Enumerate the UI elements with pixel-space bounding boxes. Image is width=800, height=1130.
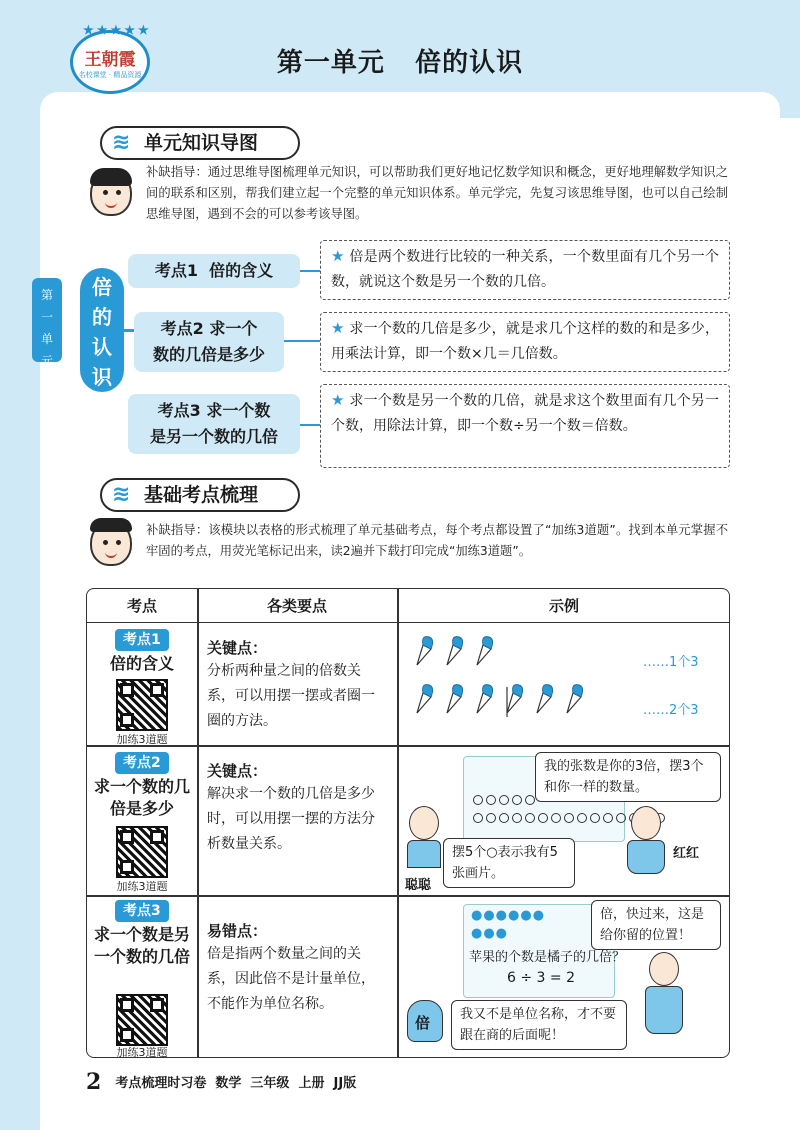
logo-text: 王朝霞 bbox=[84, 50, 136, 70]
carrot-icon bbox=[447, 685, 463, 713]
mindmap-point-3-label: 考点3 求一个数 是另一个数的几倍 bbox=[149, 401, 278, 446]
qr-label: 加练3道题 bbox=[116, 880, 168, 893]
carrot-icon bbox=[537, 685, 553, 713]
kp-name: 倍的含义 bbox=[109, 654, 174, 673]
page-number: 2 bbox=[86, 1069, 102, 1095]
points-table bbox=[86, 588, 730, 1058]
point-label: 关键点： bbox=[207, 762, 268, 780]
boy-body bbox=[407, 840, 441, 868]
table-header-cell: 各类要点 bbox=[197, 589, 397, 623]
side-tab-text: 第 一 单 元 bbox=[40, 288, 53, 368]
logo-subtitle: 名校课堂 · 精品资源 bbox=[78, 71, 142, 79]
boy-avatar-icon bbox=[90, 520, 132, 566]
mindmap-connector bbox=[284, 340, 320, 342]
monster-label: 倍 bbox=[415, 1014, 431, 1032]
qr-label: 加练3道题 bbox=[116, 1046, 168, 1058]
unit-side-tab bbox=[32, 278, 62, 368]
carrot-icon bbox=[417, 685, 433, 713]
teacher-body bbox=[645, 986, 683, 1034]
name-label: 红红 bbox=[673, 846, 700, 861]
qr-label: 加练3道题 bbox=[116, 733, 168, 746]
star-icon: ★ bbox=[331, 319, 345, 337]
points-guide-text: 补缺指导：该模块以表格的形式梳理了单元基础考点，每个考点都设置了“加练3道题”。找到本单元掌握不牢固的考点，用荧光笔标记出来，读2遍并下载打印完成“加练3道题”。 bbox=[146, 523, 728, 558]
section-header-mindmap bbox=[100, 126, 300, 160]
kp-badge: 考点1 bbox=[115, 629, 169, 651]
table-header-cell: 示例 bbox=[397, 589, 730, 623]
carrot-icon bbox=[447, 637, 463, 665]
mindmap-desc-1: ★ 倍是两个数进行比较的一种关系，一个数里面有几个另一个数，就说这个数是另一个数的几倍。 bbox=[320, 240, 730, 300]
section-title: 基础考点梳理 bbox=[144, 484, 259, 506]
kp-name: 求一个数的几倍是多少 bbox=[93, 777, 190, 818]
question-text: 苹果的个数是橘子的几倍？ bbox=[469, 950, 626, 965]
mindmap-point-3 bbox=[128, 394, 300, 454]
point-text: 分析两种量之间的倍数关系，可以用摆一摆或者圈一圈的方法。 bbox=[207, 663, 375, 729]
speech-bubble: 倍，快过来，这是给你留的位置！ bbox=[591, 900, 721, 950]
equation-text: 6 ÷ 3 = 2 bbox=[507, 970, 575, 986]
qr-code-icon[interactable] bbox=[116, 826, 168, 878]
logo-stars-icon: ★★★★★ bbox=[83, 23, 152, 37]
mindmap-connector bbox=[300, 270, 320, 272]
teacher-figure-icon bbox=[649, 952, 679, 986]
apple-row-icon: ●●●●●● bbox=[471, 908, 546, 923]
speech-bubble: 摆5个○表示我有5张画片。 bbox=[443, 838, 575, 888]
wave-icon: ≋ bbox=[112, 130, 131, 155]
girl-avatar-icon bbox=[90, 170, 132, 216]
qr-code-icon[interactable] bbox=[116, 679, 168, 731]
section-header-points bbox=[100, 478, 300, 512]
mindmap-center bbox=[80, 268, 124, 392]
wave-icon: ≋ bbox=[112, 482, 131, 507]
mindmap-desc-2: ★ 求一个数的几倍是多少，就是求几个这样的数的和是多少，用乘法计算，即一个数×几＝几倍数。 bbox=[320, 312, 730, 372]
kp-name: 求一个数是另一个数的几倍 bbox=[93, 925, 190, 966]
carrot-icon bbox=[477, 637, 493, 665]
point-text: 倍是指两个数量之间的关系，因此倍不是计量单位，不能作为单位名称。 bbox=[207, 946, 375, 1012]
carrot-icon bbox=[477, 685, 493, 713]
name-label: 聪聪 bbox=[405, 878, 432, 893]
qr-code-icon[interactable] bbox=[116, 994, 168, 1046]
carrot-icon bbox=[507, 685, 523, 713]
girl-body bbox=[627, 840, 665, 874]
page-footer bbox=[86, 1069, 357, 1095]
boy-figure-icon bbox=[409, 806, 439, 840]
speech-bubble: 我又不是单位名称，才不要跟在商的后面呢！ bbox=[451, 1000, 627, 1050]
example-label-1: ……1个3 bbox=[643, 655, 699, 670]
page-title: 第一单元 倍的认识 bbox=[276, 48, 524, 78]
point-label: 关键点： bbox=[207, 639, 268, 657]
mindmap-point-2-label: 考点2 求一个 数的几倍是多少 bbox=[152, 319, 265, 364]
example-label-2: ……2个3 bbox=[643, 703, 699, 718]
star-icon: ★ bbox=[331, 247, 345, 265]
footer-text: 考点梳理时习卷 数学 三年级 上册 JJ版 bbox=[115, 1076, 357, 1091]
kp-badge: 考点2 bbox=[115, 752, 169, 774]
mindmap-desc-3: ★ 求一个数是另一个数的几倍，就是求这个数里面有几个另一个数，用除法计算，即一个数÷另一个数＝倍数。 bbox=[320, 384, 730, 468]
mindmap-connector bbox=[300, 424, 320, 426]
table-row bbox=[87, 746, 730, 895]
kp-badge: 考点3 bbox=[115, 900, 169, 922]
mindmap-guide-text: 补缺指导：通过思维导图梳理单元知识，可以帮助我们更好地记忆数学知识和概念，更好地理解数学知识之间的联系和区别，帮我们建立起一个完整的单元知识体系。单元学完，先复习该思维导图，也可以自己绘制思维导图，遇到不会的可以参考该导图。 bbox=[146, 165, 728, 221]
left-margin-strip bbox=[0, 118, 40, 1130]
table-row bbox=[87, 623, 730, 745]
mindmap-point-1: 考点1 倍的含义 bbox=[128, 254, 300, 288]
mindmap-connector bbox=[124, 329, 134, 332]
point-text: 解决求一个数的几倍是多少时，可以用摆一摆的方法分析数量关系。 bbox=[207, 786, 375, 852]
circles-row bbox=[473, 790, 538, 809]
table-header-cell: 考点 bbox=[87, 589, 197, 623]
point-label: 易错点： bbox=[207, 922, 268, 940]
girl-figure-icon bbox=[631, 806, 661, 840]
star-icon: ★ bbox=[331, 391, 345, 409]
carrot-icon bbox=[567, 685, 583, 713]
orange-row-icon: ●●● bbox=[471, 926, 509, 941]
carrot-icon bbox=[417, 637, 433, 665]
mindmap-center-text: 倍 的 认 识 bbox=[92, 275, 112, 389]
section-title: 单元知识导图 bbox=[144, 132, 259, 154]
speech-bubble: 我的张数是你的3倍，摆3个和你一样的数量。 bbox=[535, 752, 721, 802]
mindmap-point-2 bbox=[134, 312, 284, 372]
table-row bbox=[87, 896, 730, 1058]
carrot-example bbox=[405, 631, 725, 741]
